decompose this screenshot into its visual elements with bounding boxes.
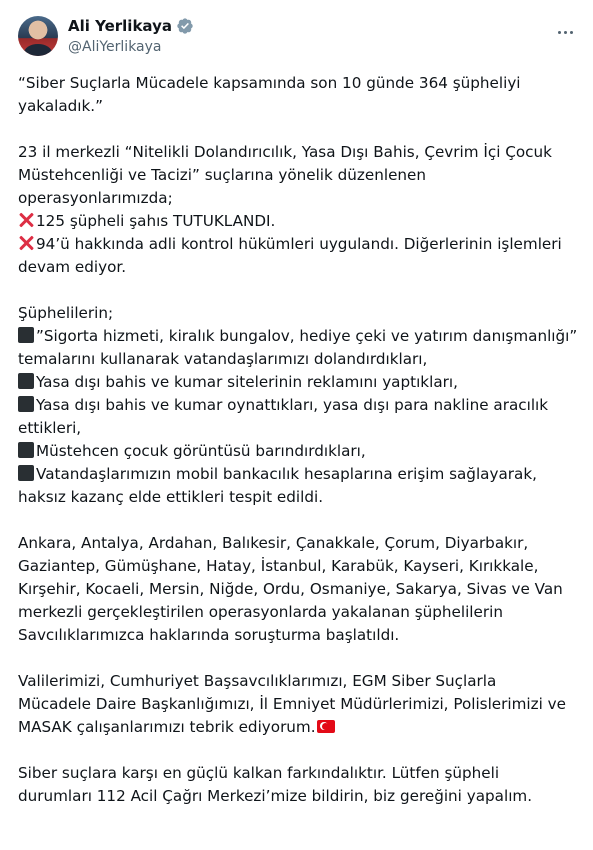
tweet-line-text: Valilerimizi, Cumhuriyet Başsavcılıklarımızı, EGM Siber Suçlarla: [18, 672, 497, 690]
tweet-line-text: “Siber Suçlarla Mücadele kapsamında son 10 günde 364 şüpheliyi: [18, 74, 521, 92]
tweet-line-text: Yasa dışı bahis ve kumar oynattıkları, yasa dışı para nakline aracılık: [36, 396, 549, 414]
tweet-line-text: 23 il merkezli “Nitelikli Dolandırıcılık, Yasa Dışı Bahis, Çevrim İçi Çocuk: [18, 143, 552, 161]
author-name-row: [68, 17, 194, 35]
tweet-line: [18, 256, 578, 279]
more-options-icon[interactable]: [555, 22, 575, 42]
tweet-line-text: ettikleri,: [18, 419, 82, 437]
tweet-line: [18, 72, 578, 95]
black-square-icon: [18, 396, 34, 412]
tweet-line-text: operasyonlarımızda;: [18, 189, 173, 207]
tweet-line-text: Savcılıklarımızca haklarında soruşturma başlatıldı.: [18, 626, 400, 644]
tweet-line: [18, 555, 578, 578]
tweet-line-text: Şüphelilerin;: [18, 304, 114, 322]
tweet-line-text: haksız kazanç elde ettikleri tespit edildi.: [18, 488, 324, 506]
tweet-line-text: Mücadele Daire Başkanlığımızı, İl Emniyet Müdürlerimizi, Polislerimizi ve: [18, 695, 566, 713]
tweet-line: [18, 578, 578, 601]
black-square-icon: [18, 327, 34, 343]
tweet-line: [18, 762, 578, 785]
tweet-line: [18, 532, 578, 555]
turkey-flag-icon: [317, 720, 335, 733]
tweet-line-text: Müstehcen çocuk görüntüsü barındırdıkları,: [36, 442, 366, 460]
tweet-line: [18, 394, 578, 417]
tweet-line-text: yakaladık.”: [18, 97, 104, 115]
avatar[interactable]: [18, 16, 58, 56]
cross-mark-icon: [18, 235, 34, 251]
tweet-line-text: Kırşehir, Kocaeli, Mersin, Niğde, Ordu, Osmaniye, Sakarya, Sivas ve Van: [18, 580, 563, 598]
tweet-line-text: merkezli gerçekleştirilen operasyonlarda yakalanan şüphelilerin: [18, 603, 503, 621]
tweet-line: [18, 486, 578, 509]
tweet-line: [18, 463, 578, 486]
tweet-line: [18, 624, 578, 647]
tweet-line-text: Ankara, Antalya, Ardahan, Balıkesir, Çanakkale, Çorum, Diyarbakır,: [18, 534, 529, 552]
tweet-line: [18, 210, 578, 233]
author-handle[interactable]: @AliYerlikaya: [68, 39, 162, 55]
tweet-line: [18, 233, 578, 256]
tweet-line: [18, 164, 578, 187]
tweet-line: [18, 95, 578, 118]
tweet-line: [18, 325, 578, 348]
author-display-name[interactable]: Ali Yerlikaya: [68, 17, 172, 35]
blank-line: [18, 739, 578, 762]
tweet-line: [18, 141, 578, 164]
blank-line: [18, 118, 578, 141]
tweet-line: [18, 187, 578, 210]
tweet-line-text: ”Sigorta hizmeti, kiralık bungalov, hediye çeki ve yatırım danışmanlığı”: [36, 327, 578, 345]
tweet-line: [18, 440, 578, 463]
verified-badge-icon[interactable]: [176, 17, 194, 35]
blank-line: [18, 509, 578, 532]
tweet-header: [18, 14, 579, 62]
black-square-icon: [18, 373, 34, 389]
tweet-line-text: temalarını kullanarak vatandaşlarımızı dolandırdıkları,: [18, 350, 428, 368]
tweet-text: [18, 72, 578, 808]
tweet-line: [18, 716, 578, 739]
tweet-line-text: 125 şüpheli şahıs TUTUKLANDI.: [36, 212, 276, 230]
black-square-icon: [18, 442, 34, 458]
tweet-line-text: devam ediyor.: [18, 258, 127, 276]
tweet-line-text: 94’ü hakkında adli kontrol hükümleri uygulandı. Diğerlerinin işlemleri: [36, 235, 562, 253]
tweet-line: [18, 693, 578, 716]
tweet-line: [18, 670, 578, 693]
tweet-line-text: MASAK çalışanlarımızı tebrik ediyorum.: [18, 718, 316, 736]
tweet-line-text: Müstehcenliği ve Tacizi” suçlarına yönelik düzenlenen: [18, 166, 427, 184]
tweet-line: [18, 302, 578, 325]
tweet-line: [18, 348, 578, 371]
blank-line: [18, 647, 578, 670]
tweet-line-text: Gaziantep, Gümüşhane, Hatay, İstanbul, Karabük, Kayseri, Kırıkkale,: [18, 557, 539, 575]
black-square-icon: [18, 465, 34, 481]
tweet-line-text: Siber suçlara karşı en güçlü kalkan farkındalıktır. Lütfen şüpheli: [18, 764, 500, 782]
tweet-line-text: durumları 112 Acil Çağrı Merkezi’mize bildirin, biz gereğini yapalım.: [18, 787, 533, 805]
tweet-line-text: Vatandaşlarımızın mobil bankacılık hesaplarına erişim sağlayarak,: [36, 465, 537, 483]
tweet-line: [18, 785, 578, 808]
tweet-line: [18, 417, 578, 440]
tweet-line-text: Yasa dışı bahis ve kumar sitelerinin reklamını yaptıkları,: [36, 373, 458, 391]
tweet-line: [18, 371, 578, 394]
tweet-line: [18, 601, 578, 624]
cross-mark-icon: [18, 212, 34, 228]
blank-line: [18, 279, 578, 302]
